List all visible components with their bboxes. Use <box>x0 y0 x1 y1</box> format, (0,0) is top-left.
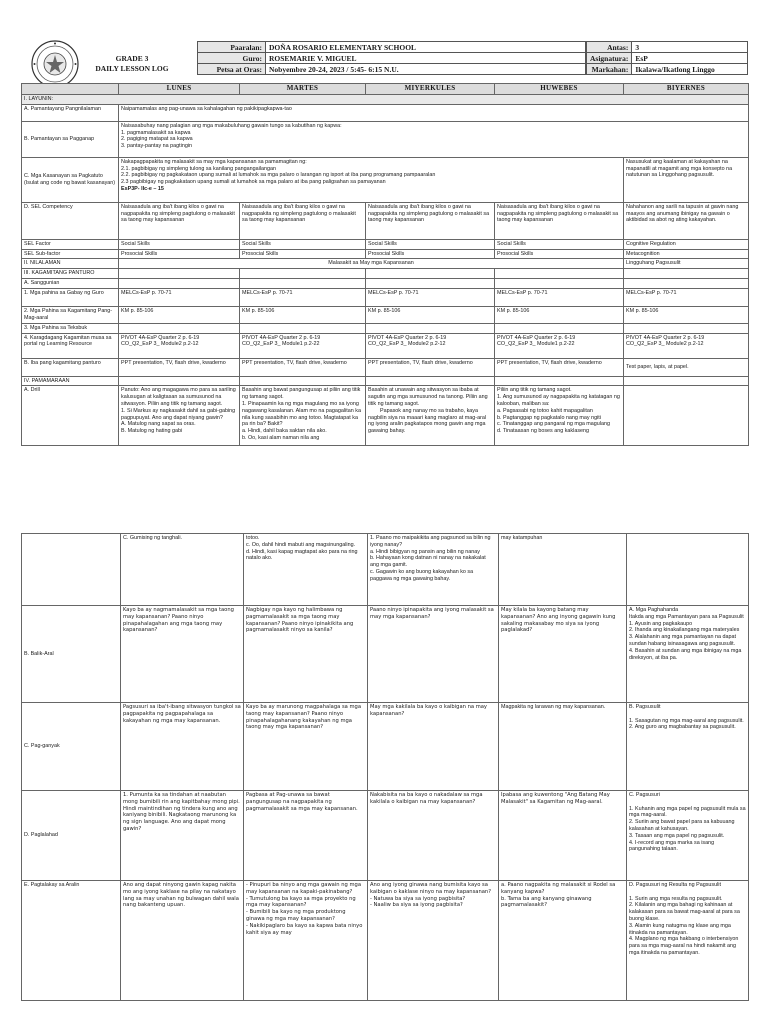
sel-thu: Naisasadula ang iba't ibang kilos o gawi na nagpapakita ng simpleng pagtulong o malasakit sa taong may kapansanan <box>495 202 624 239</box>
pagganap-line: 3. pantay-pantay na pagtingin <box>121 143 193 150</box>
cont-wed <box>368 534 499 606</box>
row-label-balik-aral: B. Balik-Aral <box>22 606 121 703</box>
log-title: DAILY LESSON LOG <box>95 64 169 73</box>
day-header-fri: BIYERNES <box>624 84 749 95</box>
row-label-teksbuk: 3. Mga Pahina sa Teksbuk <box>22 323 119 333</box>
empty-cell <box>624 278 749 288</box>
row-label-karagdagang: 4. Karagdagang Kagamitan musa sa portal ng Learning Resource <box>22 333 119 358</box>
lesson-plan-table-continued <box>21 533 749 1001</box>
resource-line: PIVOT 4A-EsP Quarter 2 p. 6-19 <box>497 334 576 341</box>
drill-line: c. Tinatanggap ang pangaral ng mga magulang <box>497 421 610 428</box>
kagamitang-fri: KM p. 85-106 <box>624 306 749 323</box>
balik-thu: May kilala ba kayong batang may kapansanan? Ano ang inyong gagawin kung sakaling makasabay mo siya sa iyong paglalakad? <box>499 606 627 703</box>
resource-line: CO_Q2_EsP 3_ Module1 p.2-22 <box>497 341 575 348</box>
resource-line: CO_Q2_EsP 3_ Module2 p.2-12 <box>368 341 446 348</box>
level-value: 3 <box>632 42 748 53</box>
row-label-drill: A. Drill <box>22 386 119 446</box>
pagganap-line: 1. pagmamalasakit sa kapwa <box>121 129 191 136</box>
ganyak-tue: Kayo ba ay marunong magpahalaga sa mga taong may kapansanan? Paano ninyo pinapahalagahanang kakayahan ng mga taong may mga kapansanan? <box>244 703 368 791</box>
empty-cell <box>624 269 749 279</box>
pagganap-text <box>119 121 749 157</box>
karagdagang-wed <box>366 333 495 358</box>
teacher-value: ROSEMARIE V. MIGUEL <box>266 53 586 64</box>
fri-line: 1. Sasagutan ng mga mag-aaral ang pagsusulit. <box>629 717 744 724</box>
fri-line: 4. Magplano ng mga hakbang o interbensiyon para sa mga mag-aaral na hindi nakamit ang mga itinakda na pamantayan. <box>629 936 739 956</box>
cont-line: a. Hindi bibigyan ng pansin ang bilin ng nanay <box>370 548 480 555</box>
lesson-log-page-1 <box>0 0 768 478</box>
resource-line: CO_Q2_EsP 3_ Module2 p.2-12 <box>626 341 704 348</box>
kasanayan-line: 2.1. pagbibigay ng simpleng tulong sa kanilang pangangailangan <box>121 165 276 172</box>
sel-factor-mon: Social Skills <box>119 239 240 249</box>
empty-cell <box>624 323 749 333</box>
nilalaman-friday: Lingguhang Pagsusulit <box>624 259 749 269</box>
empty-cell <box>366 269 495 279</box>
empty-cell <box>119 376 240 386</box>
cont-line: d. Hindi, kasi kapag magtapat ako para na ring natalo ako. <box>246 548 358 562</box>
empty-cell <box>366 278 495 288</box>
school-value: DOÑA ROSARIO ELEMENTARY SCHOOL <box>266 42 586 53</box>
karagdagang-thu <box>495 333 624 358</box>
row-label-pagganap: B. Pamantayan sa Pagganap <box>22 121 119 157</box>
gabay-thu: MELCs-EsP p. 70-71 <box>495 288 624 306</box>
sel-fri: Nahahanon ang sarili na tapusin at gawin nang maayos ang anumang ibinigay na gawain o aktibidad sa abot ng ating kakayahan. <box>624 202 749 239</box>
corner-cell <box>22 84 119 95</box>
resource-line: CO_Q2_EsP 3_ Module1 p.2-22 <box>242 341 320 348</box>
sel-mon: Naisasadula ang iba't ibang kilos o gawi na nagpapakita ng simpleng pagtulong o malasakit sa taong may kapansanan <box>119 202 240 239</box>
sel-factor-fri: Cognitive Regulation <box>624 239 749 249</box>
drill-line: b. Oo, kasi alam naman nila ang <box>242 434 320 441</box>
cont-thu: may katampuhan <box>499 534 627 606</box>
resource-line: PIVOT 4A-EsP Quarter 2 p. 6-19 <box>626 334 705 341</box>
ganyak-fri <box>627 703 749 791</box>
kagamitang-mon: KM p. 85-106 <box>119 306 240 323</box>
iba-mon: PPT presentation, TV, flash drive, kwaderno <box>119 358 240 376</box>
row-label-pagtalakay: E. Pagtalakay sa Aralin <box>22 881 121 1001</box>
pagganap-line: 2. pagiging matapat sa kapwa <box>121 136 193 143</box>
drill-line: b. Pagtanggap ng pagkatalo nang may ngiti <box>497 414 601 421</box>
sel-sub-fri: Metacognition <box>624 249 749 259</box>
paglalahad-wed: Nakabisita na ba kayo o nakadalaw sa mga kakilala o kaibigan na may kapansanan? <box>368 791 499 881</box>
karagdagang-mon <box>119 333 240 358</box>
paglalahad-thu: Ipabasa ang kuwentong "Ang Batang May Malasakit" sa Kagamitan ng Mag-aaral. <box>499 791 627 881</box>
sel-sub-mon: Prosocial Skills <box>119 249 240 259</box>
sel-tue: Naisasadula ang iba't ibang kilos o gawi na nagpapakita ng simpleng pagtulong o malasakit sa taong may kapansanan <box>240 202 366 239</box>
pamantayang-text: Naipamamalas ang pag-unawa sa kahalagahan ng pakikipagkapwa-tao <box>119 104 749 121</box>
sel-sub-wed: Prosocial Skills <box>366 249 495 259</box>
discussion-line: - Nakikipaglaro ba kayo sa kapwa bata ninyo kahit siya ay may <box>246 922 363 936</box>
drill-line: B. Matulog ng hating gabi <box>121 428 183 435</box>
row-label-nilalaman: II. NILALAMAN <box>22 259 119 269</box>
pagtalakay-wed <box>368 881 499 1001</box>
drill-line: Panuto: Ano ang magagawa mo para sa sariling kalusugan at kaligtasan sa sumusunod na sitwasyon. Piliin ang titik ng tamang sagot. <box>121 387 236 407</box>
day-header-wed: MIYERKULES <box>366 84 495 95</box>
discussion-line: - Pinupuri ba ninyo ang mga gawain ng mga may kapansanan na kapaki-pakinabang? <box>246 882 361 895</box>
row-label-pamantayang: A. Pamantayang Pangnilalaman <box>22 104 119 121</box>
paglalahad-fri <box>627 791 749 881</box>
nilalaman-text: Malasakit sa May mga Kapansanan <box>119 259 624 269</box>
kagamitang-tue: KM p. 85-106 <box>240 306 366 323</box>
fri-line: 1. Kuhanin ang mga papel ng pagsusulit mula sa mga mag-aaral. <box>629 805 746 819</box>
drill-line: Piliin ang titik ng tamang sagot. <box>497 387 572 394</box>
fri-line: Itakda ang mga Pamantayan para sa Pagsusulit <box>629 613 744 620</box>
subject-label: Asignatura: <box>587 53 632 64</box>
pagtalakay-thu <box>499 881 627 1001</box>
discussion-line: - Tumutulong ba kayo sa mga proyekto ng mga may kapansanan? <box>246 895 356 909</box>
row-label-pag-ganyak: C. Pag-ganyak <box>22 703 121 791</box>
pagtalakay-fri <box>627 881 749 1001</box>
empty-cell <box>495 278 624 288</box>
empty-cell <box>495 269 624 279</box>
fri-line: B. Pagsusulit <box>629 704 661 710</box>
discussion-line: Ano ang iyong ginawa nang bumisita kayo sa kaibigan o kaklase ninyo na may kapansanan? <box>370 882 491 895</box>
discussion-line: - Bumibili ba kayo ng mga produktong ginawa ng mga may kapansanan? <box>246 909 346 922</box>
drill-tue <box>240 386 366 446</box>
drill-line: a. Hindi, dahil baka saktan nila ako. <box>242 428 327 435</box>
fri-line: 3. Alalahanin ang mga pamantayan na dapat sundan habang isinasagawa ang pagsusulit. <box>629 634 736 647</box>
iba-tue: PPT presentation, TV, flash drive, kwaderno <box>240 358 366 376</box>
empty-cell <box>495 376 624 386</box>
drill-line: d. Tinataasan ng boses ang kaklaseng <box>497 428 590 435</box>
sel-sub-thu: Prosocial Skills <box>495 249 624 259</box>
fri-line: 1. Ayusin ang pagkakaupo <box>629 620 693 627</box>
empty-label-cell <box>22 534 121 606</box>
pagtalakay-tue <box>244 881 368 1001</box>
ganyak-mon: Pagsusuri sa iba't-ibang sitwasyon tungkol sa pagpapakita ng pagpapahalaga sa kakayahan ng mga may kapansanan. <box>121 703 244 791</box>
cont-tue <box>244 534 368 606</box>
resource-line: PIVOT 4A-EsP Quarter 2 p. 6-19 <box>242 334 321 341</box>
empty-cell <box>119 323 240 333</box>
drill-fri <box>624 386 749 446</box>
discussion-line: a. Paano nagpakita ng malasakit si Rodel sa kanyang kapwa? <box>501 882 616 895</box>
kasanayan-code: EsP3P- IIc-e – 15 <box>121 185 164 192</box>
school-info-table <box>197 41 586 75</box>
iba-wed: PPT presentation, TV, flash drive, kwaderno <box>366 358 495 376</box>
iba-fri: Test paper, lapis, at papel. <box>624 358 749 376</box>
balik-mon: Kayo ba ay nagmamalasakit sa mga taong may kapansanan? Paano ninyo pinapahalagahan ang mga taong may kapansanan? <box>121 606 244 703</box>
empty-cell <box>627 534 749 606</box>
karagdagang-fri <box>624 333 749 358</box>
gabay-tue: MELCs-EsP p. 70-71 <box>240 288 366 306</box>
drill-line: Papasok ang nanay mo sa trabaho, kaya nagbilin siya na maaari kang maglaro at mag-aral ng iyong aralin pagkatapos mong gawin ang mga gawaing bahay. <box>368 407 488 435</box>
kasanayan-line: 2.2. pagbibigay ng pagkakataon upang sumali at lumahok sa mga palaro o larangan ng isport at iba pang programang pampaaralan <box>121 172 436 179</box>
drill-line: 1. Pinapaamin ka ng mga magulang mo sa iyong nagawang kasalanan. Alam mo na pagagalitan ka nila kung sasabihin mo ang totoo. Magtatapat ka pa rin ba? Bakit? <box>242 400 361 428</box>
date-time-value: Nobyembre 20-24, 2023 / 5:45- 6:15 N.U. <box>266 64 586 75</box>
drill-line: 1. Si Markus ay nagkasakit dahil sa gabi-gabing pagpupuyat. Ano ang dapat niyang gawin? <box>121 407 236 421</box>
pagtalakay-mon: Ano ang dapat ninyong gawin kapag nakita mo ang iyong kaklase na pilay na nakatayo lang sa may unahan ng bulwagan dahil wala nang bakanteng upuan. <box>121 881 244 1001</box>
empty-cell <box>240 376 366 386</box>
drill-wed <box>366 386 495 446</box>
pagganap-line: Naisasabuhay nang palagian ang mga makabuluhang gawain tungo sa kabutihan ng kapwa: <box>121 122 342 129</box>
teacher-label: Guro: <box>198 53 266 64</box>
gabay-wed: MELCs-EsP p. 70-71 <box>366 288 495 306</box>
cont-line: totoo. <box>246 535 260 541</box>
fri-line: C. Pagsusuri <box>629 792 660 798</box>
cont-line: 1. Paano mo maipakikita ang pagsunod sa bilin ng iyong nanay? <box>370 535 491 548</box>
cont-line: c. Oo, dahil hindi mabuti ang magsinungaling. <box>246 541 356 548</box>
ganyak-thu: Magpakita ng larawan ng may kapansanan. <box>499 703 627 791</box>
sel-factor-wed: Social Skills <box>366 239 495 249</box>
quarter-label: Markahan: <box>587 64 632 75</box>
empty-cell <box>119 269 240 279</box>
drill-line: Basahin ang bawat pangungusap at piliin ang titik ng tamang sagot. <box>242 387 361 401</box>
row-label-sel-sub: SEL Sub-factor <box>22 249 119 259</box>
day-header-thu: HUWEBES <box>495 84 624 95</box>
fri-line: 4. I-record ang mga marka sa isang pangunahing talaan. <box>629 839 715 853</box>
fri-line: 2. Suriin ang bawat papel para sa kabuuang kalasahan at kahusayan. <box>629 819 735 832</box>
fri-line <box>629 889 746 896</box>
grade-label: GRADE 3 <box>115 54 149 63</box>
discussion-line: - Natuwa ba siya sa iyong pagbisita? <box>370 895 466 902</box>
drill-line: a. Pagsasabi ng totoo kahit mapagalitan <box>497 407 593 414</box>
kasanayan-line: 2.3 pagbibigay ng pagkakataon upang sumali at lumahok sa mga palaro at iba pang paligsahan sa pamayanan <box>121 179 386 186</box>
drill-line: 1. Ang sumusunod ay nagpapakita ng katatagan ng kalooban, maliban sa: <box>497 394 620 407</box>
cont-line: b. Hahayaan kong datnan ni nanay na nakakalat ang mga gamit. <box>370 555 486 569</box>
school-label: Paaralan: <box>198 42 266 53</box>
empty-cell <box>366 323 495 333</box>
drill-line: Basahin at unawain ang sitwasyon sa ibaba at sagutin ang mga sumusunod na tanong. Piliin ang titik ng tamang sagot. <box>368 387 488 407</box>
class-info-table <box>586 41 748 75</box>
grade-title-block <box>82 54 182 74</box>
balik-tue: Nagbigay nga kayo ng halimbawa ng pagmamalasakit sa mga taong may kapansanan? Paano ninyo ipinakikita ang pagmamalasakit ninyo sa kanila? <box>244 606 368 703</box>
row-label-kagamitang: 2. Mga Pahina sa Kagamitang Pang-Mag-aaral <box>22 306 119 323</box>
paglalahad-tue: Pagbasa at Pag-unawa sa bawat pangungusap na nagpapakita ng pagmamalasakit sa mga may kapansanan. <box>244 791 368 881</box>
empty-cell <box>240 269 366 279</box>
resource-line: CO_Q2_EsP 3_ Module2 p.2-12 <box>121 341 199 348</box>
kagamitang-thu: KM p. 85-106 <box>495 306 624 323</box>
section-layunin: I. LAYUNIN: <box>22 95 749 105</box>
drill-line: A. Matulog nang sapat sa oras. <box>121 421 196 428</box>
fri-line: D. Pagsusuri ng Resulta ng Pagsusulit <box>629 882 721 888</box>
day-header-mon: LUNES <box>119 84 240 95</box>
kasanayan-line: Nakapagpapakita ng malasakit sa may mga kapansanan sa pamamagitan ng: <box>121 158 307 165</box>
balik-fri <box>627 606 749 703</box>
day-header-tue: MARTES <box>240 84 366 95</box>
fri-line: 3. Tasaan ang mga papel ng pagsusulit. <box>629 832 725 839</box>
quarter-value: Ikalawa/Ikatlong Linggo <box>632 64 748 75</box>
fri-line: 3. Alamin kung natugma ng klase ang mga itinakda na pamantayan. <box>629 922 731 936</box>
cont-line: c. Gagawin ko ang buong kakayahan ko sa paggawa ng mga gawaing bahay. <box>370 568 474 582</box>
fri-line: 1. Surin ang mga resulta ng pagsusulit. <box>629 895 723 902</box>
kasanayan-text <box>119 157 624 202</box>
empty-cell <box>240 323 366 333</box>
row-label-sel: D. SEL Competency <box>22 202 119 239</box>
drill-thu <box>495 386 624 446</box>
empty-cell <box>119 278 240 288</box>
empty-cell <box>624 376 749 386</box>
kasanayan-friday: Nasusukat ang kaalaman at kakayahan na mapanatili at magamit ang mga konsepto na natutunan sa Linggohang pagsusulit. <box>624 157 749 202</box>
cont-mon: C. Gumising ng tanghali. <box>121 534 244 606</box>
fri-line <box>629 711 746 718</box>
fri-line: 4. Basahin at sundan ang mga ibinigay na mga direksyon, at iba pa. <box>629 647 742 661</box>
fri-line: 2. Ihanda ang kinakailangang mga materyales <box>629 627 740 634</box>
discussion-line: b. Tama ba ang kanyang ginawang pagmamalasakit? <box>501 895 592 909</box>
deped-seal-logo <box>31 40 79 88</box>
empty-cell <box>366 376 495 386</box>
ganyak-wed: May mga kakilala ba kayo o kaibigan na may kapansanan? <box>368 703 499 791</box>
row-label-pamamaraan: IV. PAMAMARAAN <box>22 376 119 386</box>
gabay-mon: MELCs-EsP p. 70-71 <box>119 288 240 306</box>
row-label-gabay: 1. Mga pahina sa Gabay ng Guro <box>22 288 119 306</box>
resource-line: PIVOT 4A-EsP Quarter 2 p. 6-19 <box>121 334 200 341</box>
date-time-label: Petsa at Oras: <box>198 64 266 75</box>
empty-cell <box>495 323 624 333</box>
row-label-kagamitan: III. KAGAMITANG PANTURO <box>22 269 119 279</box>
iba-thu: PPT presentation, TV, flash drive, kwaderno <box>495 358 624 376</box>
fri-line: A. Mga Paghahanda <box>629 607 679 613</box>
sel-sub-tue: Prosocial Skills <box>240 249 366 259</box>
row-label-paglalahad: D. Paglalahad <box>22 791 121 881</box>
row-label-sel-factor: SEL Factor <box>22 239 119 249</box>
fri-line: 2. Kilalanin ang mga bahagi ng kahinaan at kalakasan para sa bawat mag-aaral at para sa buong klase. <box>629 902 740 922</box>
gabay-fri: MELCs-EsP p. 70-71 <box>624 288 749 306</box>
level-label: Antas: <box>587 42 632 53</box>
row-label-iba: B. Iba pang kagamitang panturo <box>22 358 119 376</box>
discussion-line: - Naaliw ba siya sa iyong pagbisita? <box>370 902 463 909</box>
resource-line: PIVOT 4A-EsP Quarter 2 p. 6-19 <box>368 334 447 341</box>
balik-wed: Paano ninyo ipinapakita ang iyong malasakit sa may mga kapansanan? <box>368 606 499 703</box>
empty-cell <box>240 278 366 288</box>
karagdagang-tue <box>240 333 366 358</box>
sel-factor-thu: Social Skills <box>495 239 624 249</box>
row-label-sanggunian: A. Sanggunian <box>22 278 119 288</box>
lesson-plan-table <box>21 83 749 446</box>
kagamitang-wed: KM p. 85-106 <box>366 306 495 323</box>
drill-mon <box>119 386 240 446</box>
fri-line: 2. Ang guro ang magbabantay sa pagsusulit. <box>629 724 736 731</box>
subject-value: EsP <box>632 53 748 64</box>
fri-line <box>629 799 746 806</box>
row-label-kasanayan: C. Mga Kasanayan sa Pagkatuto (Isulat ang code ng bawat kasanayan) <box>22 157 119 202</box>
sel-factor-tue: Social Skills <box>240 239 366 249</box>
paglalahad-mon: 1. Pumunta ka sa tindahan at naabutan mong bumibili rin ang kapitbahay mong pipi. Hindi maintindihan ng tindera kung ano ang kaniyang binibili. Nagkataong marunong ka ng sign language. Ano ang dapat mong gawin? <box>121 791 244 881</box>
sel-wed: Naisasadula ang iba't ibang kilos o gawi na nagpapakita ng simpleng pagtulong o malasakit sa taong may kapansanan <box>366 202 495 239</box>
